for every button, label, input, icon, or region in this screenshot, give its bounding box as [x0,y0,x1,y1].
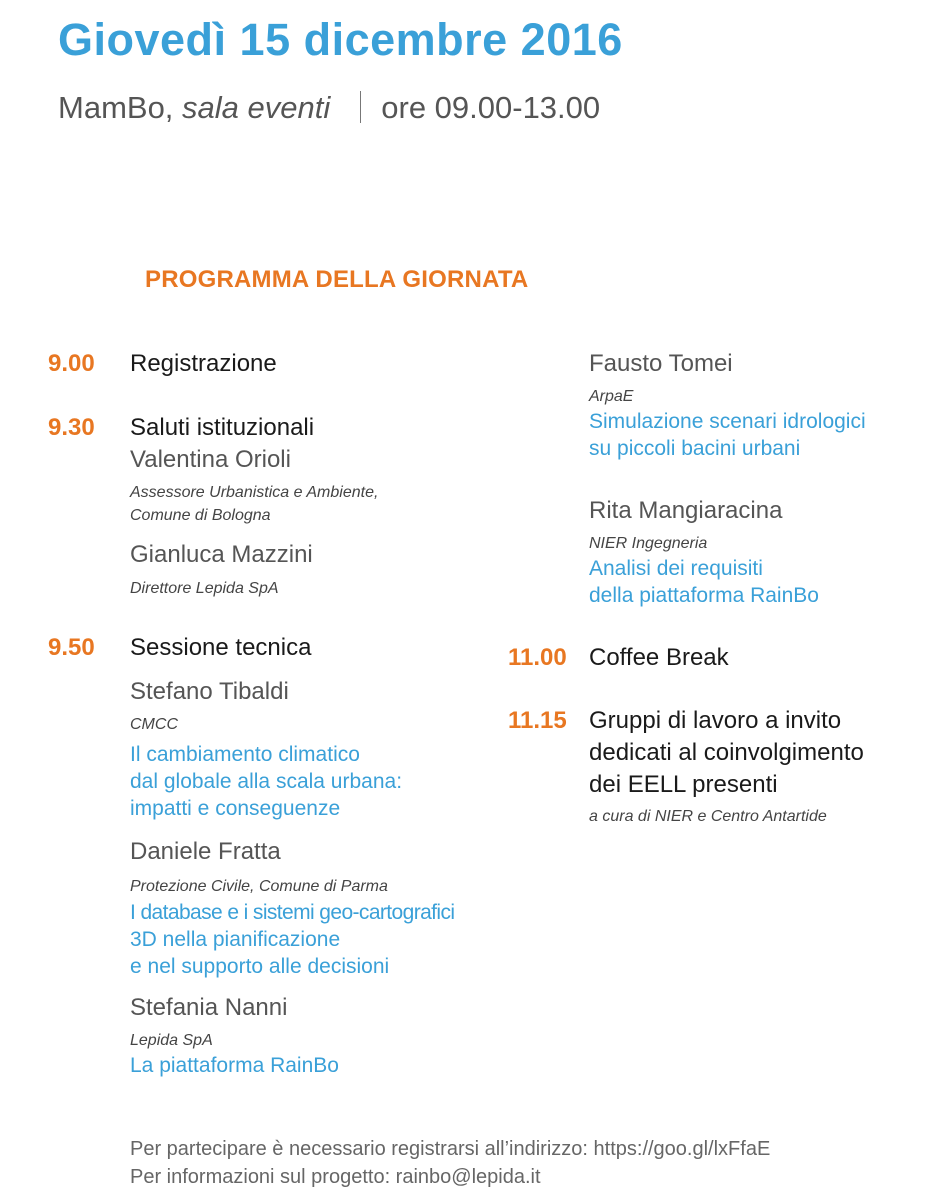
speaker-affiliation: CMCC [130,716,178,733]
time-slot: 11.15 [508,707,567,734]
speaker-affiliation: Lepida SpA [130,1032,213,1049]
agenda-heading: Sessione tecnica [130,634,312,661]
time-slot: 11.00 [508,644,567,671]
speaker-name: Valentina Orioli [130,446,291,473]
speaker-affiliation: Comune di Bologna [130,507,271,524]
agenda-heading: Registrazione [130,350,277,377]
speaker-name: Fausto Tomei [589,350,733,377]
contact-note: Per informazioni sul progetto: rainbo@lepida.it [130,1166,541,1188]
speaker-affiliation: Assessore Urbanistica e Ambiente, [130,484,379,501]
agenda-heading: dei EELL presenti [589,771,778,798]
agenda-heading: Gruppi di lavoro a invito [589,707,842,734]
event-date: Giovedì 15 dicembre 2016 [58,14,623,65]
venue-divider [360,91,361,123]
speaker-affiliation: Protezione Civile, Comune di Parma [130,878,388,895]
speaker-affiliation: ArpaE [589,388,634,405]
venue-room: sala eventi [182,90,331,125]
time-slot: 9.00 [48,350,95,377]
speaker-name: Rita Mangiaracina [589,497,783,524]
talk-title: Simulazione scenari idrologici [589,410,866,433]
speaker-name: Stefano Tibaldi [130,678,289,705]
speaker-name: Stefania Nanni [130,994,288,1021]
program-title: PROGRAMMA DELLA GIORNATA [145,266,529,293]
talk-title: della piattaforma RainBo [589,584,819,607]
agenda-heading: Saluti istituzionali [130,414,315,441]
talk-title: impatti e conseguenze [130,797,341,820]
speaker-affiliation: a cura di NIER e Centro Antartide [589,808,827,825]
agenda-heading: dedicati al coinvolgimento [589,739,864,766]
event-hours: ore 09.00-13.00 [381,90,601,125]
talk-title: su piccoli bacini urbani [589,437,801,460]
time-slot: 9.50 [48,634,95,661]
talk-title: dal globale alla scala urbana: [130,770,403,793]
talk-title: e nel supporto alle decisioni [130,955,390,978]
talk-title: Il cambiamento climatico [130,743,360,766]
speaker-name: Daniele Fratta [130,838,281,865]
speaker-affiliation: NIER Ingegneria [589,535,708,552]
registration-note: Per partecipare è necessario registrarsi all’indirizzo: https://goo.gl/lxFfaE [130,1138,771,1160]
talk-title: I database e i sistemi geo-cartografici [130,901,455,924]
time-slot: 9.30 [48,414,95,441]
speaker-affiliation: Direttore Lepida SpA [130,580,279,597]
agenda-heading: Coffee Break [589,644,729,671]
talk-title: 3D nella pianificazione [130,928,341,951]
talk-title: Analisi dei requisiti [589,557,763,580]
speaker-name: Gianluca Mazzini [130,541,313,568]
venue-name: MamBo, [58,90,183,125]
talk-title: La piattaforma RainBo [130,1054,339,1077]
venue-line [58,90,600,126]
